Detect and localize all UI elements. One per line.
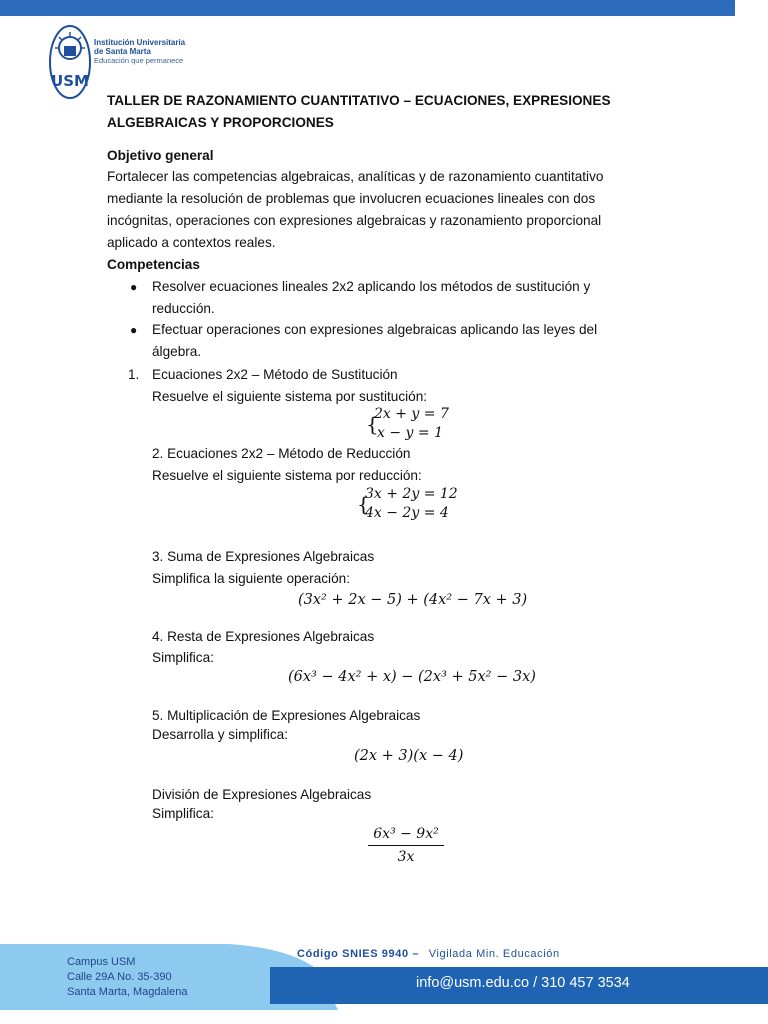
exercise-1-eq-1: 2x + y = 7 <box>374 406 449 422</box>
exercise-2-system <box>357 486 497 524</box>
exercise-1-eq-2: x − y = 1 <box>377 425 443 441</box>
usm-seal-icon <box>48 24 92 100</box>
exercise-6-instruction: Simplifica: <box>152 806 214 821</box>
objective-line-2: mediante la resolución de problemas que involucren ecuaciones lineales con dos <box>107 191 596 206</box>
exercise-6-title: División de Expresiones Algebraicas <box>152 787 372 802</box>
exercise-3-expression: (3x² + 2x − 5) + (4x² − 7x + 3) <box>298 592 528 608</box>
competencies-heading: Competencias <box>107 257 200 272</box>
exercise-4-instruction: Simplifica: <box>152 650 214 665</box>
logo-line-1: Institución Universitaria <box>94 38 186 47</box>
vigilada-label: Vigilada Min. Educación <box>428 948 560 960</box>
exercise-4-title: 4. Resta de Expresiones Algebraicas <box>152 629 375 644</box>
fraction-bar <box>368 845 444 846</box>
logo-line-2: de Santa Marta <box>94 47 151 56</box>
competency-2-line-1: Efectuar operaciones con expresiones algebraicas aplicando las leyes del <box>152 322 598 337</box>
brace-icon: { <box>366 412 379 436</box>
exercise-1-title: Ecuaciones 2x2 – Método de Sustitución <box>152 367 398 382</box>
snies-code-label: Código SNIES 9940 – <box>297 948 420 960</box>
exercise-3-instruction: Simplifica la siguiente operación: <box>152 571 350 586</box>
exercise-1-instruction: Resuelve el siguiente sistema por sustitución: <box>152 389 428 404</box>
bullet-2: ● <box>130 323 138 337</box>
competency-1-line-1: Resolver ecuaciones lineales 2x2 aplicando los métodos de sustitución y <box>152 279 591 294</box>
campus-line-2: Calle 29A No. 35-390 <box>67 971 172 983</box>
exercise-3-title: 3. Suma de Expresiones Algebraicas <box>152 549 375 564</box>
campus-address <box>67 955 187 1000</box>
competency-1-line-2: reducción. <box>152 301 215 316</box>
exercise-6-fraction <box>368 826 444 865</box>
exercise-2-instruction: Resuelve el siguiente sistema por reducción: <box>152 468 422 483</box>
fraction-numerator: 6x³ − 9x² <box>373 826 439 842</box>
snies-code <box>297 948 560 960</box>
exercise-4-expression: (6x³ − 4x² + x) − (2x³ + 5x² − 3x) <box>288 669 536 685</box>
contact-info: info@usm.edu.co / 310 457 3534 <box>416 975 630 991</box>
objective-line-3: incógnitas, operaciones con expresiones algebraicas y razonamiento proporcional <box>107 213 602 228</box>
logo-mark: USM <box>51 72 89 90</box>
objective-line-4: aplicado a contextos reales. <box>107 235 276 250</box>
objective-heading: Objetivo general <box>107 148 214 163</box>
exercise-5-instruction: Desarrolla y simplifica: <box>152 727 288 742</box>
exercise-2-eq-1: 3x + 2y = 12 <box>365 486 458 502</box>
institution-logo <box>48 24 198 100</box>
exercise-5-expression: (2x + 3)(x − 4) <box>354 748 464 764</box>
top-accent-bar <box>0 0 735 16</box>
fraction-denominator: 3x <box>397 849 415 865</box>
logo-text <box>94 38 185 65</box>
objective-line-1: Fortalecer las competencias algebraicas, analíticas y de razonamiento cuantitativo <box>107 169 604 184</box>
exercise-1-system <box>366 406 486 444</box>
exercise-1-number: 1. <box>128 367 140 382</box>
bullet-1: ● <box>130 280 138 294</box>
document-title: TALLER DE RAZONAMIENTO CUANTITATIVO – ECUACIONES, EXPRESIONES ALGEBRAICAS Y PROPORCIONES <box>107 93 611 130</box>
campus-line-1: Campus USM <box>67 956 136 968</box>
logo-tagline: Educación que permanece <box>94 56 184 65</box>
competency-2-line-2: álgebra. <box>152 344 202 359</box>
exercise-2-title: 2. Ecuaciones 2x2 – Método de Reducción <box>152 446 411 461</box>
campus-line-3: Santa Marta, Magdalena <box>67 986 188 998</box>
exercise-2-eq-2: 4x − 2y = 4 <box>365 505 449 521</box>
brace-icon: { <box>357 492 370 516</box>
exercise-5-title: 5. Multiplicación de Expresiones Algebraicas <box>152 708 421 723</box>
